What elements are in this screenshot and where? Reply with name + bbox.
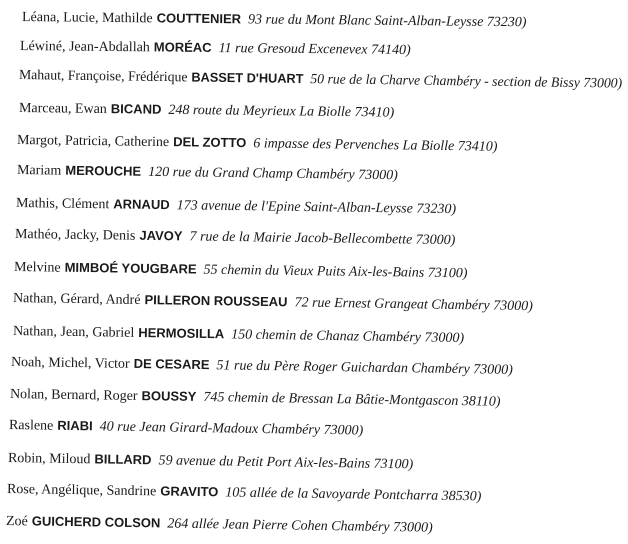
given-names: Raslene [8,418,54,434]
list-item [17,131,498,157]
surname: DE CESARE [133,355,210,373]
list-item [9,416,363,441]
address: 248 route du Meyrieux La Biolle 73410) [168,102,395,121]
surname: MORÉAC [153,39,212,56]
given-names: Nolan, Bernard, Roger [9,387,138,405]
list-item [20,37,411,60]
address: 105 allée de la Savoyarde Pontcharra 38530) [225,485,482,505]
address: 264 allée Jean Pierre Cohen Chambéry 73000) [167,516,433,536]
surname: PILLERON ROUSSEAU [144,292,288,310]
address: 6 impasse des Pervenches La Biolle 73410) [253,136,498,155]
given-names: Marceau, Ewan [18,101,107,118]
surname: ARNAUD [113,196,170,213]
address: 51 rue du Père Roger Guichardan Chambéry 73000) [216,358,513,378]
address: 93 rue du Mont Blanc Saint-Alban-Leysse 73230) [248,12,527,31]
surname: MEROUCHE [65,162,142,179]
surname: MIMBOÉ YOUGBARE [64,259,197,277]
surname: JAVOY [139,227,183,244]
given-names: Nathan, Gérard, André [12,291,141,309]
surname: BICAND [110,101,162,117]
given-names: Noah, Michel, Victor [10,355,130,372]
address: 150 chemin de Chanaz Chambéry 73000) [231,327,465,347]
given-names: Mahaut, Françoise, Frédérique [18,68,188,86]
address: 11 rue Gresoud Excenevex 74140) [218,41,411,59]
surname: BASSET D'HUART [191,69,304,87]
list-item [19,66,622,94]
address: 55 chemin du Vieux Puits Aix-les-Bains 73100) [203,262,468,282]
surname: GRAVITO [160,483,219,500]
address: 50 rue de la Charve Chambéry - section de Bissy 73000) [310,72,623,92]
given-names: Léana, Lucie, Mathilde [21,10,153,27]
list-item [19,99,394,123]
surname: HERMOSILLA [138,324,225,342]
surname: BOUSSY [141,388,197,404]
given-names: Mathis, Clément [15,196,110,213]
list-item [16,194,456,219]
list-item [8,449,414,474]
given-names: Nathan, Jean, Gabriel [12,324,135,341]
address: 745 chemin de Bressan La Bâtie-Montgascon 38110) [203,390,501,410]
given-names: Margot, Patricia, Catherine [16,133,170,151]
address: 72 rue Ernest Grangeat Chambéry 73000) [294,295,533,315]
list-item [7,480,482,506]
list-item [22,8,527,32]
given-names: Zoé [5,514,28,530]
list-item [13,322,464,348]
address: 120 rue du Grand Champ Chambéry 73000) [148,164,398,184]
address: 59 avenue du Petit Port Aix-les-Bains 73100) [158,453,414,473]
address: 40 rue Jean Girard-Madoux Chambéry 73000) [99,419,364,439]
given-names: Mariam [16,163,62,179]
list-item [10,385,501,412]
given-names: Rose, Angélique, Sandrine [6,482,157,500]
list-item [17,161,398,185]
list-item [13,289,533,316]
address: 7 rue de la Mairie Jacob-Bellecombette 73000) [189,229,456,249]
given-names: Melvine [13,260,61,276]
list-item [14,258,468,283]
given-names: Robin, Miloud [7,451,91,468]
given-names: Léwiné, Jean-Abdallah [19,39,150,56]
address: 173 avenue de l'Epine Saint-Alban-Leysse 73230) [176,198,457,218]
surname: GUICHERD COLSON [31,513,161,531]
list-item [6,512,433,538]
surname: BILLARD [94,451,152,468]
given-names: Mathéo, Jacky, Denis [14,227,136,244]
surname: DEL ZOTTO [173,134,247,151]
list-item [11,353,513,380]
list-item [15,225,456,250]
surname: RIABI [57,417,93,434]
surname: COUTTENIER [156,10,242,27]
